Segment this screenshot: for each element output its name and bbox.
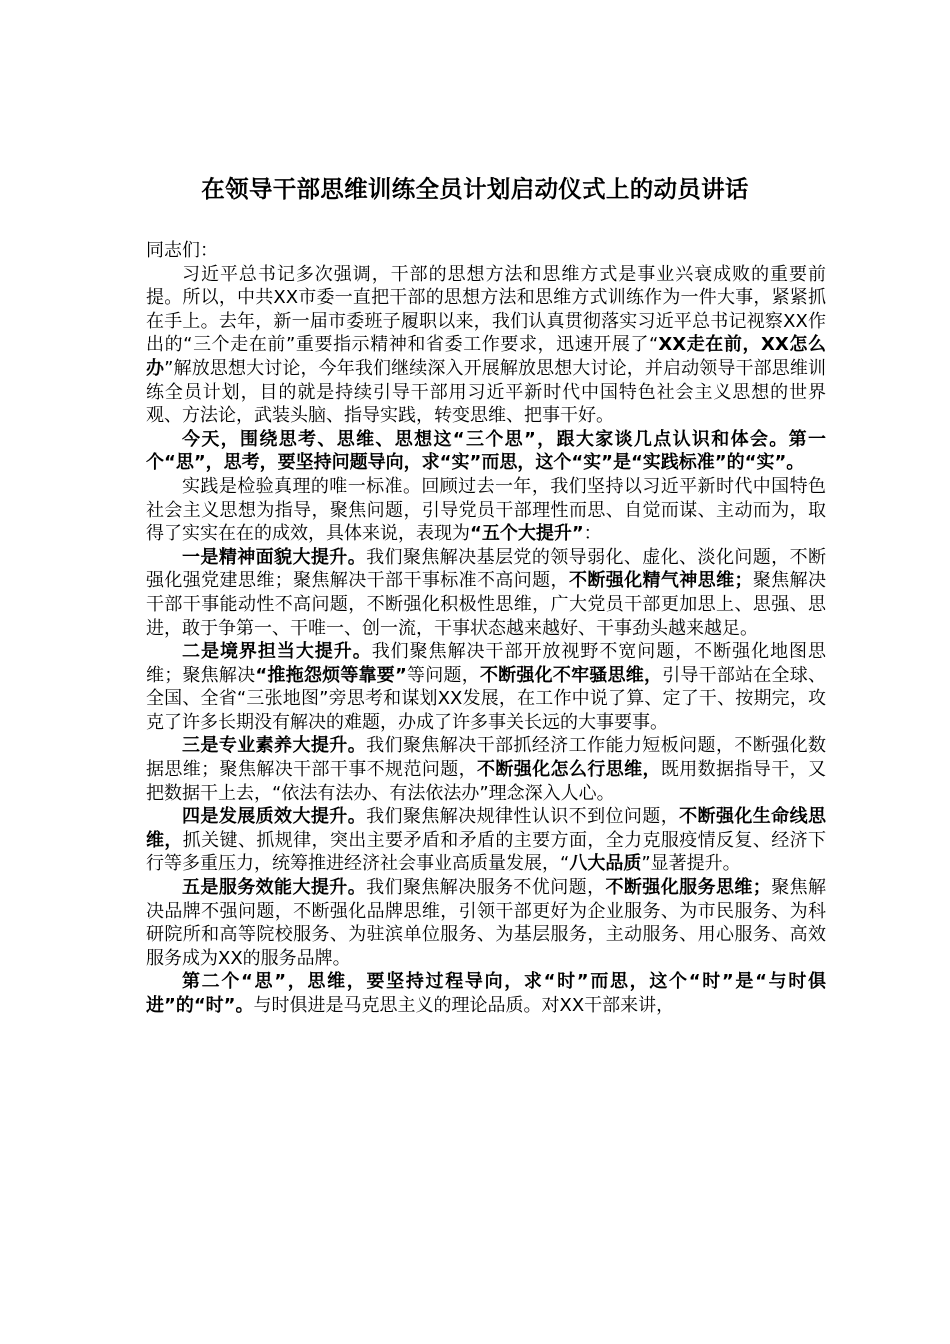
document-title: 在领导干部思维训练全员计划启动仪式上的动员讲话 bbox=[201, 175, 749, 203]
bold-text-segment: XX走在前，XX怎么办 bbox=[146, 334, 826, 379]
bold-text-segment: 不断强化不牢骚思维， bbox=[479, 664, 663, 686]
text-segment: ”显著提升。 bbox=[641, 853, 741, 875]
bold-text-segment: 今天，围绕思考、思维、思想这“三个思”，跟大家谈几点认识和体会。第一个“思”，思考，要坚持问题导向，求“实”而思，这个“实”是“实践标准”的“实”。 bbox=[146, 428, 826, 474]
text-segment: 引导干部站在全球、全国、全省“三张地图”旁思考和谋划XX发展，在工作中说了算、定了干、按期完，攻克了许多长期没有解决的难题，办成了许多事关长远的大事要事。 bbox=[146, 664, 827, 733]
body-paragraph bbox=[146, 805, 826, 876]
bold-text-segment: 五是服务效能大提升。 bbox=[182, 877, 367, 899]
text-segment: 我们聚焦解决服务不优问题， bbox=[366, 877, 606, 899]
body-paragraph bbox=[146, 428, 826, 475]
text-segment: 聚焦解决干部干事能动性不高问题，不断强化积极性思维，广大党员干部更加思上、思强、思进，敢于争第一、干唯一、创一流，干事状态越来越好、干事劲头越来越足。 bbox=[146, 570, 827, 639]
bold-text-segment: 一是精神面貌大提升。 bbox=[182, 546, 367, 568]
body-paragraph bbox=[146, 640, 826, 734]
body-paragraph bbox=[146, 876, 826, 970]
salutation: 同志们： bbox=[146, 240, 218, 261]
bold-text-segment: “五个大提升” bbox=[470, 523, 584, 545]
bold-text-segment: 不断强化怎么行思维， bbox=[477, 759, 661, 781]
bold-text-segment: 第二个“思”，思维，要坚持过程导向，求“时”而思，这个“时”是“与时俱进”的“时”。 bbox=[146, 971, 826, 1016]
bold-text-segment: 不断强化精气神思维； bbox=[568, 570, 753, 592]
bold-text-segment: 八大品质 bbox=[569, 853, 642, 875]
text-segment: 我们聚焦解决干部开放视野不宽问题，不断强化地图思维；聚焦解决 bbox=[146, 641, 827, 686]
body-paragraph bbox=[146, 263, 826, 428]
text-segment: 抓关键、抓规律，突出主要矛盾和矛盾的主要方面，全力克服疫情反复、经济下行等多重压力，统筹推进经济社会事业高质量发展，“ bbox=[146, 829, 826, 875]
bold-text-segment: 不断强化生命线思维， bbox=[146, 806, 827, 851]
text-segment: 我们聚焦解决规律性认识不到位问题， bbox=[366, 806, 680, 828]
bold-text-segment: 三是专业素养大提升。 bbox=[182, 735, 367, 757]
text-segment: ”解放思想大讨论，今年我们继续深入开展解放思想大讨论，并启动领导干部思维训练全员计划，目的就是持续引导干部用习近平新时代中国特色社会主义思想的世界观、方法论，武装头脑、指导实践，转变思维、把事干好。 bbox=[146, 357, 827, 427]
body-paragraph bbox=[146, 734, 826, 805]
body-paragraph bbox=[146, 475, 826, 546]
text-segment: 我们聚焦解决基层党的领导弱化、虚化、淡化问题，不断强化强党建思维；聚焦解决干部干事标准不高问题， bbox=[146, 546, 827, 592]
bold-text-segment: 四是发展质效大提升。 bbox=[182, 806, 367, 828]
text-segment: 我们聚焦解决干部抓经济工作能力短板问题，不断强化数据思维；聚焦解决干部干事不规范问题， bbox=[146, 735, 827, 781]
body-paragraph bbox=[146, 970, 826, 1017]
bold-text-segment: 不断强化服务思维； bbox=[605, 877, 771, 899]
text-segment: 既用数据指导干，又把数据干上去，“依法有法办、有法依法办”理念深入人心。 bbox=[146, 759, 827, 804]
text-segment: 等问题， bbox=[406, 664, 480, 686]
text-segment: 实践是检验真理的唯一标准。回顾过去一年，我们坚持以习近平新时代中国特色社会主义思想为指导，聚焦问题，引导党员干部理性而思、自觉而谋、主动而为，取得了实实在在的成效，具体来说，表现为 bbox=[146, 475, 826, 545]
text-segment: 与时俱进是马克思主义的理论品质。对XX干部来讲， bbox=[253, 995, 675, 1016]
body-paragraph bbox=[146, 546, 826, 640]
paragraph-list bbox=[146, 263, 826, 1018]
text-segment: 聚焦解决品牌不强问题，不断强化品牌思维，引领干部更好为企业服务、为市民服务、为科研院所和高等院校服务、为驻滨单位服务、为基层服务，主动服务、用心服务、高效服务成为XX的服务品牌。 bbox=[146, 877, 827, 969]
bold-text-segment: “推拖怨烦等靠要” bbox=[255, 664, 407, 686]
bold-text-segment: 二是境界担当大提升。 bbox=[182, 641, 372, 663]
text-segment: ： bbox=[583, 523, 602, 545]
document-body bbox=[146, 239, 826, 1018]
text-segment: 习近平总书记多次强调，干部的思想方法和思维方式是事业兴衰成败的重要前提。所以，中共XX市委一直把干部的思想方法和思维方式训练作为一件大事，紧紧抓在手上。去年，新一届市委班子履职以来，我们认真贯彻落实习近平总书记视察XX作出的“三个走在前”重要指示精神和省委工作要求，迅速开展了“ bbox=[146, 263, 826, 356]
